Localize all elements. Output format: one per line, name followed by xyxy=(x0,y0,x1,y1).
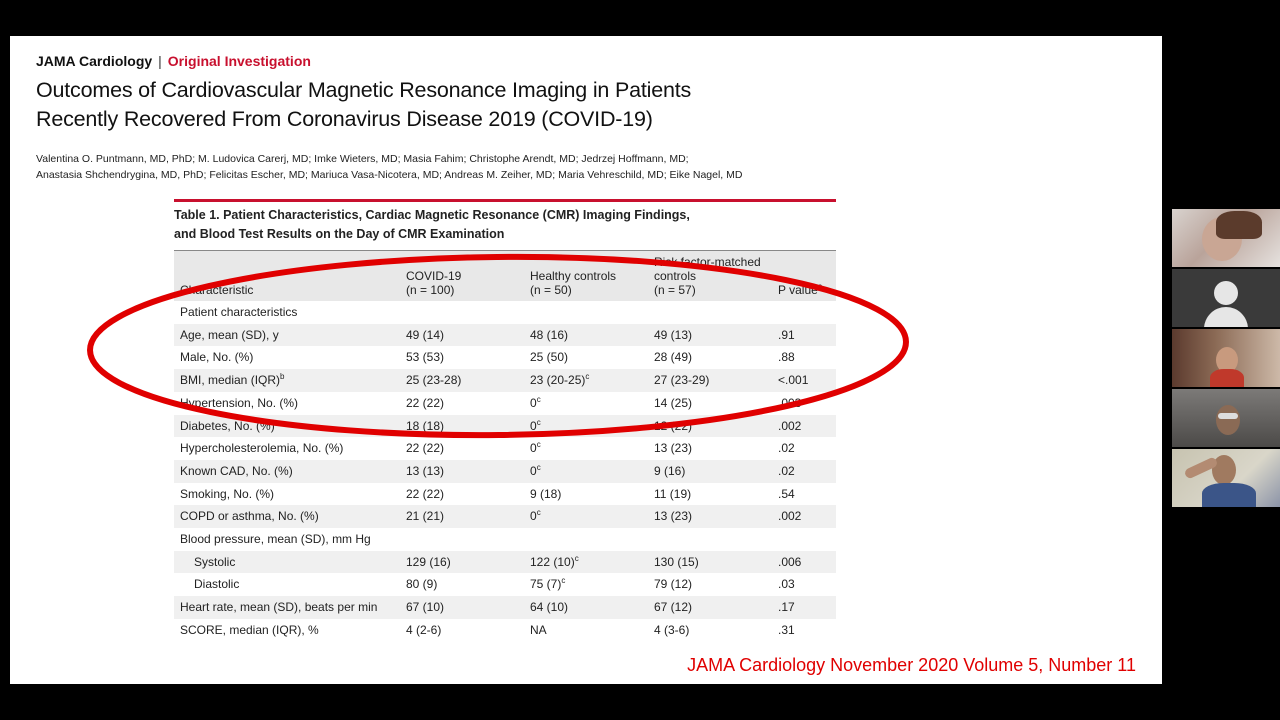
header-covid xyxy=(400,251,524,301)
cell-text: Age, mean (SD), y xyxy=(180,327,279,342)
citation-footer: JAMA Cardiology November 2020 Volume 5, Number 11 xyxy=(687,655,1136,675)
table-row xyxy=(174,437,836,460)
table-cell-c4 xyxy=(772,551,836,574)
cell-footnote: c xyxy=(574,553,579,563)
table-cell-c0 xyxy=(174,551,400,574)
cell-text: .003 xyxy=(778,395,802,410)
table-cell-c3 xyxy=(648,437,772,460)
table-cell-c3 xyxy=(648,369,772,392)
journal-separator: | xyxy=(158,53,162,69)
cell-text: .02 xyxy=(778,441,795,456)
table-cell-c2 xyxy=(524,460,648,483)
cell-text: 13 (23) xyxy=(654,509,693,524)
cell-text: 13 (13) xyxy=(406,463,445,478)
cell-text: 122 (10) xyxy=(530,554,575,569)
table-cell-c1 xyxy=(400,505,524,528)
cell-text: .88 xyxy=(778,350,795,365)
cell-text: Known CAD, No. (%) xyxy=(180,463,293,478)
cell-text: 11 (19) xyxy=(654,486,692,501)
table-row xyxy=(174,301,836,324)
table-cell-c0 xyxy=(174,369,400,392)
cell-text: 49 (13) xyxy=(654,327,693,342)
characteristics-table xyxy=(174,251,836,642)
table-cell-c2 xyxy=(524,415,648,438)
cell-text: 0 xyxy=(530,463,537,478)
cell-text: Smoking, No. (%) xyxy=(180,486,275,501)
table-cell-c4 xyxy=(772,619,836,642)
cell-text: 129 (16) xyxy=(406,554,451,569)
cell-text: COPD or asthma, No. (%) xyxy=(180,509,319,524)
header-p-value-label: P value xyxy=(778,283,818,297)
participant-video-1[interactable] xyxy=(1172,209,1280,267)
table-caption-line-2: and Blood Test Results on the Day of CMR Examination xyxy=(174,227,505,241)
table-cell-c3 xyxy=(648,460,772,483)
table-cell-c3 xyxy=(648,528,772,551)
cell-text: 22 (22) xyxy=(406,441,445,456)
table-cell-c0 xyxy=(174,505,400,528)
cell-text: 14 (25) xyxy=(654,395,693,410)
journal-header xyxy=(36,53,311,69)
table-cell-c4 xyxy=(772,392,836,415)
table-cell-c4 xyxy=(772,460,836,483)
table-cell-c2 xyxy=(524,369,648,392)
table-cell-c1 xyxy=(400,460,524,483)
table-cell-c2 xyxy=(524,573,648,596)
article-title xyxy=(36,76,796,134)
cell-text: 23 (20-25) xyxy=(530,373,586,388)
cell-text: 67 (12) xyxy=(654,600,693,615)
table-cell-c0 xyxy=(174,528,400,551)
cell-text: 12 (22) xyxy=(654,418,693,433)
article-title-line-1: Outcomes of Cardiovascular Magnetic Resonance Imaging in Patients xyxy=(36,78,692,102)
journal-name: JAMA Cardiology xyxy=(36,53,153,69)
header-healthy-line-2: (n = 50) xyxy=(530,283,572,297)
table-cell-c2 xyxy=(524,483,648,506)
cell-text: 13 (23) xyxy=(654,441,693,456)
header-risk-matched xyxy=(648,251,772,301)
header-covid-line-2: (n = 100) xyxy=(406,283,455,297)
table-row xyxy=(174,369,836,392)
table-body xyxy=(174,301,836,642)
cell-text: 27 (23-29) xyxy=(654,373,710,388)
table-cell-c1 xyxy=(400,369,524,392)
table-cell-c1 xyxy=(400,301,524,324)
author-line-2: Anastasia Shchendrygina, MD, PhD; Felicitas Escher, MD; Mariuca Vasa-Nicotera, MD; Andreas M. Zeiher, MD; Maria Vehreschild, MD; Eike Nagel, MD xyxy=(36,169,743,181)
cell-text: .006 xyxy=(778,554,802,569)
cell-text: Blood pressure, mean (SD), mm Hg xyxy=(180,532,371,547)
table-row xyxy=(174,392,836,415)
table-cell-c4 xyxy=(772,573,836,596)
table-cell-c2 xyxy=(524,301,648,324)
cell-text: 0 xyxy=(530,509,537,524)
cell-text: .03 xyxy=(778,577,795,592)
table-cell-c3 xyxy=(648,573,772,596)
cell-text: Diabetes, No. (%) xyxy=(180,418,275,433)
cell-text: 67 (10) xyxy=(406,600,445,615)
cell-text: 49 (14) xyxy=(406,327,445,342)
cell-text: 0 xyxy=(530,418,537,433)
table-cell-c0 xyxy=(174,415,400,438)
participant-avatar-placeholder[interactable] xyxy=(1172,269,1280,327)
table-row xyxy=(174,505,836,528)
cell-footnote: b xyxy=(280,372,285,382)
cell-text: Heart rate, mean (SD), beats per min xyxy=(180,600,378,615)
cell-text: 0 xyxy=(530,441,537,456)
table-cell-c0 xyxy=(174,483,400,506)
cell-text: 25 (23-28) xyxy=(406,373,462,388)
cell-text: .002 xyxy=(778,509,802,524)
table-cell-c0 xyxy=(174,346,400,369)
cell-text: 80 (9) xyxy=(406,577,438,592)
table-cell-c1 xyxy=(400,483,524,506)
cell-text: Systolic xyxy=(194,554,236,569)
table-row xyxy=(174,460,836,483)
cell-text: 25 (50) xyxy=(530,350,569,365)
cell-text: 28 (49) xyxy=(654,350,693,365)
header-characteristic xyxy=(174,251,400,301)
table-cell-c3 xyxy=(648,324,772,347)
table-cell-c1 xyxy=(400,596,524,619)
cell-footnote: c xyxy=(536,394,541,404)
table-cell-c3 xyxy=(648,392,772,415)
cell-text: .002 xyxy=(778,418,802,433)
table-cell-c2 xyxy=(524,619,648,642)
table-row xyxy=(174,596,836,619)
table-cell-c3 xyxy=(648,505,772,528)
table-caption xyxy=(174,202,836,250)
cell-text: 9 (16) xyxy=(654,463,686,478)
header-healthy-controls xyxy=(524,251,648,301)
table-cell-c1 xyxy=(400,528,524,551)
table-cell-c4 xyxy=(772,301,836,324)
cell-text: 53 (53) xyxy=(406,350,445,365)
cell-text: Patient characteristics xyxy=(180,305,298,319)
table-cell-c0 xyxy=(174,301,400,324)
table-cell-c0 xyxy=(174,619,400,642)
table-cell-c0 xyxy=(174,324,400,347)
cell-text: 48 (16) xyxy=(530,327,569,342)
table-row xyxy=(174,528,836,551)
cell-text: 9 (18) xyxy=(530,486,562,501)
table-cell-c3 xyxy=(648,415,772,438)
cell-text: 130 (15) xyxy=(654,554,699,569)
table-cell-c1 xyxy=(400,437,524,460)
cell-text: .31 xyxy=(778,622,795,637)
cell-text: .02 xyxy=(778,463,795,478)
table-cell-c0 xyxy=(174,573,400,596)
table-cell-c4 xyxy=(772,437,836,460)
cell-text: NA xyxy=(530,622,547,637)
cell-text: Hypercholesterolemia, No. (%) xyxy=(180,441,344,456)
table-row xyxy=(174,619,836,642)
table-cell-c4 xyxy=(772,528,836,551)
table-cell-c0 xyxy=(174,392,400,415)
presentation-slide xyxy=(10,36,1162,684)
table-header-row xyxy=(174,251,836,301)
cell-footnote: c xyxy=(561,576,566,586)
table-cell-c2 xyxy=(524,551,648,574)
table-cell-c3 xyxy=(648,551,772,574)
cell-footnote: c xyxy=(536,440,541,450)
table-cell-c4 xyxy=(772,483,836,506)
table-cell-c1 xyxy=(400,551,524,574)
table-cell-c4 xyxy=(772,415,836,438)
cell-text: Male, No. (%) xyxy=(180,350,254,365)
header-risk-line-3: (n = 57) xyxy=(654,283,696,297)
table-cell-c4 xyxy=(772,596,836,619)
cell-text: 64 (10) xyxy=(530,600,569,615)
table-cell-c4 xyxy=(772,346,836,369)
header-characteristic-label: Characteristic xyxy=(180,283,254,297)
table-row xyxy=(174,415,836,438)
table-cell-c3 xyxy=(648,596,772,619)
participant-video-3[interactable] xyxy=(1172,389,1280,447)
cell-text: 4 (3-6) xyxy=(654,622,690,637)
cell-text: 22 (22) xyxy=(406,395,445,410)
cell-text: SCORE, median (IQR), % xyxy=(180,622,319,637)
header-p-value xyxy=(772,251,836,301)
cell-text: Hypertension, No. (%) xyxy=(180,395,299,410)
cell-text: <.001 xyxy=(778,373,809,388)
cell-text: Diastolic xyxy=(194,577,240,592)
table-cell-c2 xyxy=(524,346,648,369)
participant-strip xyxy=(1172,209,1280,509)
table-row xyxy=(174,483,836,506)
table-row xyxy=(174,551,836,574)
table-cell-c4 xyxy=(772,369,836,392)
article-section: Original Investigation xyxy=(167,53,311,69)
cell-footnote: c xyxy=(585,372,590,382)
table-cell-c4 xyxy=(772,324,836,347)
cell-text: .91 xyxy=(778,327,795,342)
cell-text: 22 (22) xyxy=(406,486,445,501)
table-cell-c3 xyxy=(648,346,772,369)
table-cell-c1 xyxy=(400,324,524,347)
cell-text: 21 (21) xyxy=(406,509,445,524)
header-healthy-line-1: Healthy controls xyxy=(530,269,617,283)
table-row xyxy=(174,573,836,596)
participant-video-2[interactable] xyxy=(1172,329,1280,387)
header-risk-line-1: Risk factor-matched xyxy=(654,255,761,269)
header-p-value-footnote: a xyxy=(817,282,823,291)
table-cell-c1 xyxy=(400,346,524,369)
table-cell-c1 xyxy=(400,392,524,415)
cell-text: 75 (7) xyxy=(530,577,562,592)
table-cell-c1 xyxy=(400,573,524,596)
header-risk-line-2: controls xyxy=(654,269,697,283)
author-list xyxy=(36,151,796,183)
table-cell-c4 xyxy=(772,505,836,528)
cell-text: 79 (12) xyxy=(654,577,693,592)
cell-footnote: c xyxy=(536,417,541,427)
table-cell-c0 xyxy=(174,437,400,460)
table-container xyxy=(174,199,836,642)
cell-text: .17 xyxy=(778,600,795,615)
header-covid-line-1: COVID-19 xyxy=(406,269,462,283)
table-cell-c0 xyxy=(174,460,400,483)
cell-text: 18 (18) xyxy=(406,418,445,433)
user-avatar-body-icon xyxy=(1204,307,1248,327)
author-line-1: Valentina O. Puntmann, MD, PhD; M. Ludovica Carerj, MD; Imke Wieters, MD; Masia Fahim; Christophe Arendt, MD; Jedrzej Hoffmann, MD; xyxy=(36,153,689,165)
user-avatar-icon xyxy=(1214,281,1238,305)
table-cell-c2 xyxy=(524,596,648,619)
table-cell-c3 xyxy=(648,483,772,506)
table-cell-c2 xyxy=(524,528,648,551)
table-cell-c0 xyxy=(174,596,400,619)
table-cell-c3 xyxy=(648,619,772,642)
table-cell-c2 xyxy=(524,392,648,415)
table-cell-c1 xyxy=(400,619,524,642)
cell-footnote: c xyxy=(536,462,541,472)
cell-text: .54 xyxy=(778,486,795,501)
article-title-line-2: Recently Recovered From Coronavirus Disease 2019 (COVID-19) xyxy=(36,107,653,131)
table-row xyxy=(174,324,836,347)
table-cell-c2 xyxy=(524,437,648,460)
cell-text: 0 xyxy=(530,395,537,410)
table-cell-c2 xyxy=(524,324,648,347)
cell-text: BMI, median (IQR) xyxy=(180,373,281,388)
table-row xyxy=(174,346,836,369)
table-caption-line-1: Table 1. Patient Characteristics, Cardiac Magnetic Resonance (CMR) Imaging Findings, xyxy=(174,208,690,222)
participant-video-4[interactable] xyxy=(1172,449,1280,507)
table-cell-c3 xyxy=(648,301,772,324)
cell-footnote: c xyxy=(536,508,541,518)
table-cell-c2 xyxy=(524,505,648,528)
table-cell-c1 xyxy=(400,415,524,438)
cell-text: 4 (2-6) xyxy=(406,622,442,637)
